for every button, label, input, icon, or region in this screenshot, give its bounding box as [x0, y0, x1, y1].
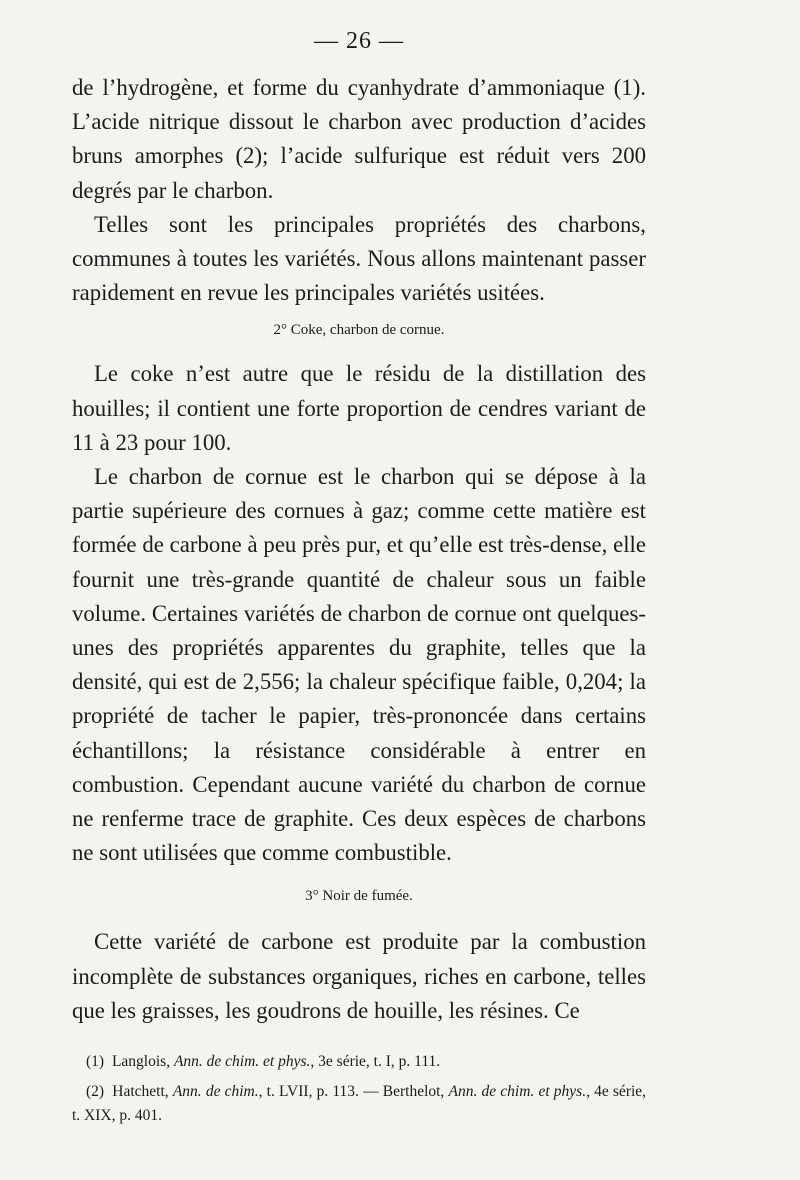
footnote-2: [72, 1080, 646, 1128]
footnote-author: Langlois,: [111, 1053, 171, 1071]
page-number: — 26 —: [314, 28, 404, 54]
footnote-reference: , t. LVII, p. 113. — Berthelot,: [258, 1083, 445, 1101]
footnote-journal: Ann. de chim.: [172, 1083, 259, 1101]
footnotes: [72, 1050, 646, 1128]
footnote-journal-2: Ann. de chim. et phys.: [448, 1083, 587, 1101]
footnote-number: (1): [86, 1053, 105, 1071]
paragraph-continuation: de l’hydrogène, et forme du cyanhydrate d’ammoniaque (1). L’acide nitrique dissout le charbon avec production d’acides bruns amorphes (2); l’acide sulfurique est réduit vers 200 degrés par le charbon.: [72, 75, 646, 203]
footnote-1: [72, 1050, 646, 1074]
footnote-author: Hatchett,: [112, 1083, 169, 1101]
section-heading-noir-de-fumee: 3° Noir de fumée.: [305, 888, 413, 905]
paragraph-noir-de-fumee: Cette variété de carbone est produite par la combustion incomplète de substances organiques, riches en carbone, telles que les graisses, les goudrons de houille, les résines. Ce: [72, 929, 646, 1023]
footnote-reference: , 3e série, t. I, p. 111.: [310, 1053, 441, 1071]
section-heading-coke: 2° Coke, charbon de cornue.: [273, 322, 445, 339]
paragraph-coke: Le coke n’est autre que le résidu de la distillation des houilles; il contient une forte proportion de cendres variant de 11 à 23 pour 100.: [72, 361, 646, 455]
paragraph-properties-summary: Telles sont les principales propriétés des charbons, communes à toutes les variétés. Nous allons maintenant passer rapidement en revue les principales variétés usitées.: [72, 211, 646, 306]
footnote-number: (2): [86, 1083, 105, 1101]
paragraph-charbon-de-cornue: Le charbon de cornue est le charbon qui se dépose à la partie supérieure des cornues à gaz; comme cette matière est formée de carbone à peu près pur, et qu’elle est très-dense, elle fournit une très-grande quantité de chaleur sous un faible volume. Certaines variétés de charbon de cornue ont quelques-unes des propriétés apparentes du graphite, telles que la densité, qui est de 2,556; la chaleur spécifique faible, 0,204; la propriété de tacher le papier, très-prononcée dans certains échantillons; la résistance considérable à entrer en combustion. Cependant aucune variété du charbon de cornue ne renferme trace de graphite. Ces deux espèces de charbons ne sont utilisées que comme combustible.: [72, 464, 646, 866]
footnote-reference-2: , 4e série, t. XIX, p. 401.: [72, 1083, 647, 1125]
footnote-journal: Ann. de chim. et phys.: [173, 1053, 311, 1071]
document-page: [72, 28, 646, 1134]
